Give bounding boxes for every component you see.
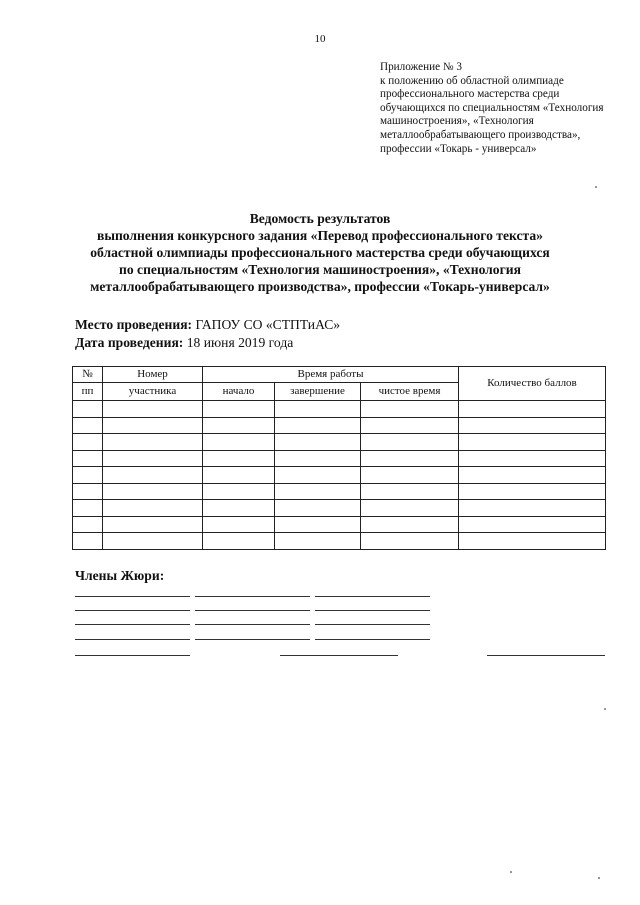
cell-net-time — [361, 434, 459, 451]
cell-end — [275, 500, 361, 517]
signature-line — [195, 624, 310, 625]
table-row — [73, 516, 606, 533]
cell-number — [73, 483, 103, 500]
page-number: 10 — [314, 33, 326, 45]
signature-line — [195, 610, 310, 611]
cell-number — [73, 533, 103, 550]
cell-number — [73, 450, 103, 467]
signature-line — [75, 610, 190, 611]
cell-score — [459, 483, 606, 500]
cell-start — [203, 450, 275, 467]
header-participant: Номер — [103, 367, 203, 383]
cell-number — [73, 401, 103, 418]
header-number-sub: пп — [73, 383, 103, 401]
header-net-time: чистое время — [361, 383, 459, 401]
signature-line — [315, 610, 430, 611]
table-row — [73, 450, 606, 467]
signature-line — [195, 596, 310, 597]
cell-start — [203, 417, 275, 434]
signature-line — [195, 639, 310, 640]
cell-end — [275, 401, 361, 418]
cell-score — [459, 467, 606, 484]
header-start: начало — [203, 383, 275, 401]
title-line: областной олимпиады профессионального мастерства среди обучающихся — [90, 245, 550, 260]
table-row — [73, 417, 606, 434]
cell-end — [275, 434, 361, 451]
table-row — [73, 483, 606, 500]
header-end: завершение — [275, 383, 361, 401]
header-number: № — [73, 367, 103, 383]
cell-number — [73, 417, 103, 434]
cell-participant — [103, 434, 203, 451]
signature-line — [280, 655, 398, 656]
scan-speck — [595, 186, 597, 188]
signature-line — [75, 639, 190, 640]
cell-participant — [103, 417, 203, 434]
cell-participant — [103, 483, 203, 500]
header-participant-sub: участника — [103, 383, 203, 401]
cell-participant — [103, 500, 203, 517]
cell-participant — [103, 401, 203, 418]
cell-net-time — [361, 467, 459, 484]
signature-line — [75, 596, 190, 597]
title-line: по специальностям «Технология машиностроения», «Технология — [119, 262, 521, 277]
scan-speck — [598, 877, 600, 879]
title-line: выполнения конкурсного задания «Перевод профессионального текста» — [97, 228, 543, 243]
cell-start — [203, 483, 275, 500]
scan-speck — [604, 708, 606, 710]
appendix-body: к положению об областной олимпиаде профессионального мастерства среди обучающихся по специальностям «Технология машиностроения», «Технология металлообрабатывающего производства», профессии «Токарь - универсал» — [380, 74, 604, 155]
venue-label: Место проведения: — [75, 317, 193, 332]
cell-end — [275, 417, 361, 434]
cell-start — [203, 434, 275, 451]
venue-line — [75, 317, 340, 333]
cell-net-time — [361, 417, 459, 434]
appendix-note — [380, 61, 610, 156]
date-value: 18 июня 2019 года — [183, 335, 294, 350]
cell-score — [459, 500, 606, 517]
cell-number — [73, 516, 103, 533]
date-line — [75, 335, 293, 351]
cell-score — [459, 516, 606, 533]
cell-participant — [103, 467, 203, 484]
cell-end — [275, 483, 361, 500]
date-label: Дата проведения: — [75, 335, 184, 350]
signature-line — [315, 596, 430, 597]
cell-start — [203, 533, 275, 550]
table-row — [73, 467, 606, 484]
cell-participant — [103, 450, 203, 467]
venue-value: ГАПОУ СО «СТПТиАС» — [192, 317, 341, 332]
cell-start — [203, 401, 275, 418]
signature-line — [75, 624, 190, 625]
table-row — [73, 533, 606, 550]
table-body — [73, 401, 606, 550]
cell-end — [275, 467, 361, 484]
cell-start — [203, 516, 275, 533]
header-score: Количество баллов — [459, 367, 606, 401]
appendix-title: Приложение № 3 — [380, 61, 462, 73]
table-row — [73, 401, 606, 418]
cell-net-time — [361, 500, 459, 517]
cell-score — [459, 533, 606, 550]
cell-net-time — [361, 483, 459, 500]
results-table — [72, 366, 606, 550]
signature-line — [315, 624, 430, 625]
table-row — [73, 500, 606, 517]
cell-number — [73, 500, 103, 517]
cell-score — [459, 417, 606, 434]
signature-line — [75, 655, 190, 656]
cell-score — [459, 450, 606, 467]
cell-net-time — [361, 516, 459, 533]
document-title — [40, 210, 600, 295]
cell-end — [275, 516, 361, 533]
cell-start — [203, 467, 275, 484]
cell-score — [459, 401, 606, 418]
header-work-time: Время работы — [203, 367, 459, 383]
table-row — [73, 434, 606, 451]
scan-speck — [510, 871, 512, 873]
cell-end — [275, 450, 361, 467]
cell-net-time — [361, 401, 459, 418]
cell-score — [459, 434, 606, 451]
cell-participant — [103, 516, 203, 533]
signature-line — [315, 639, 430, 640]
signature-line — [487, 655, 605, 656]
cell-participant — [103, 533, 203, 550]
cell-number — [73, 434, 103, 451]
cell-number — [73, 467, 103, 484]
cell-end — [275, 533, 361, 550]
jury-heading: Члены Жюри: — [75, 568, 165, 583]
cell-start — [203, 500, 275, 517]
title-line: металлообрабатывающего производства», профессии «Токарь-универсал» — [90, 279, 550, 294]
cell-net-time — [361, 450, 459, 467]
cell-net-time — [361, 533, 459, 550]
title-line: Ведомость результатов — [249, 211, 391, 226]
